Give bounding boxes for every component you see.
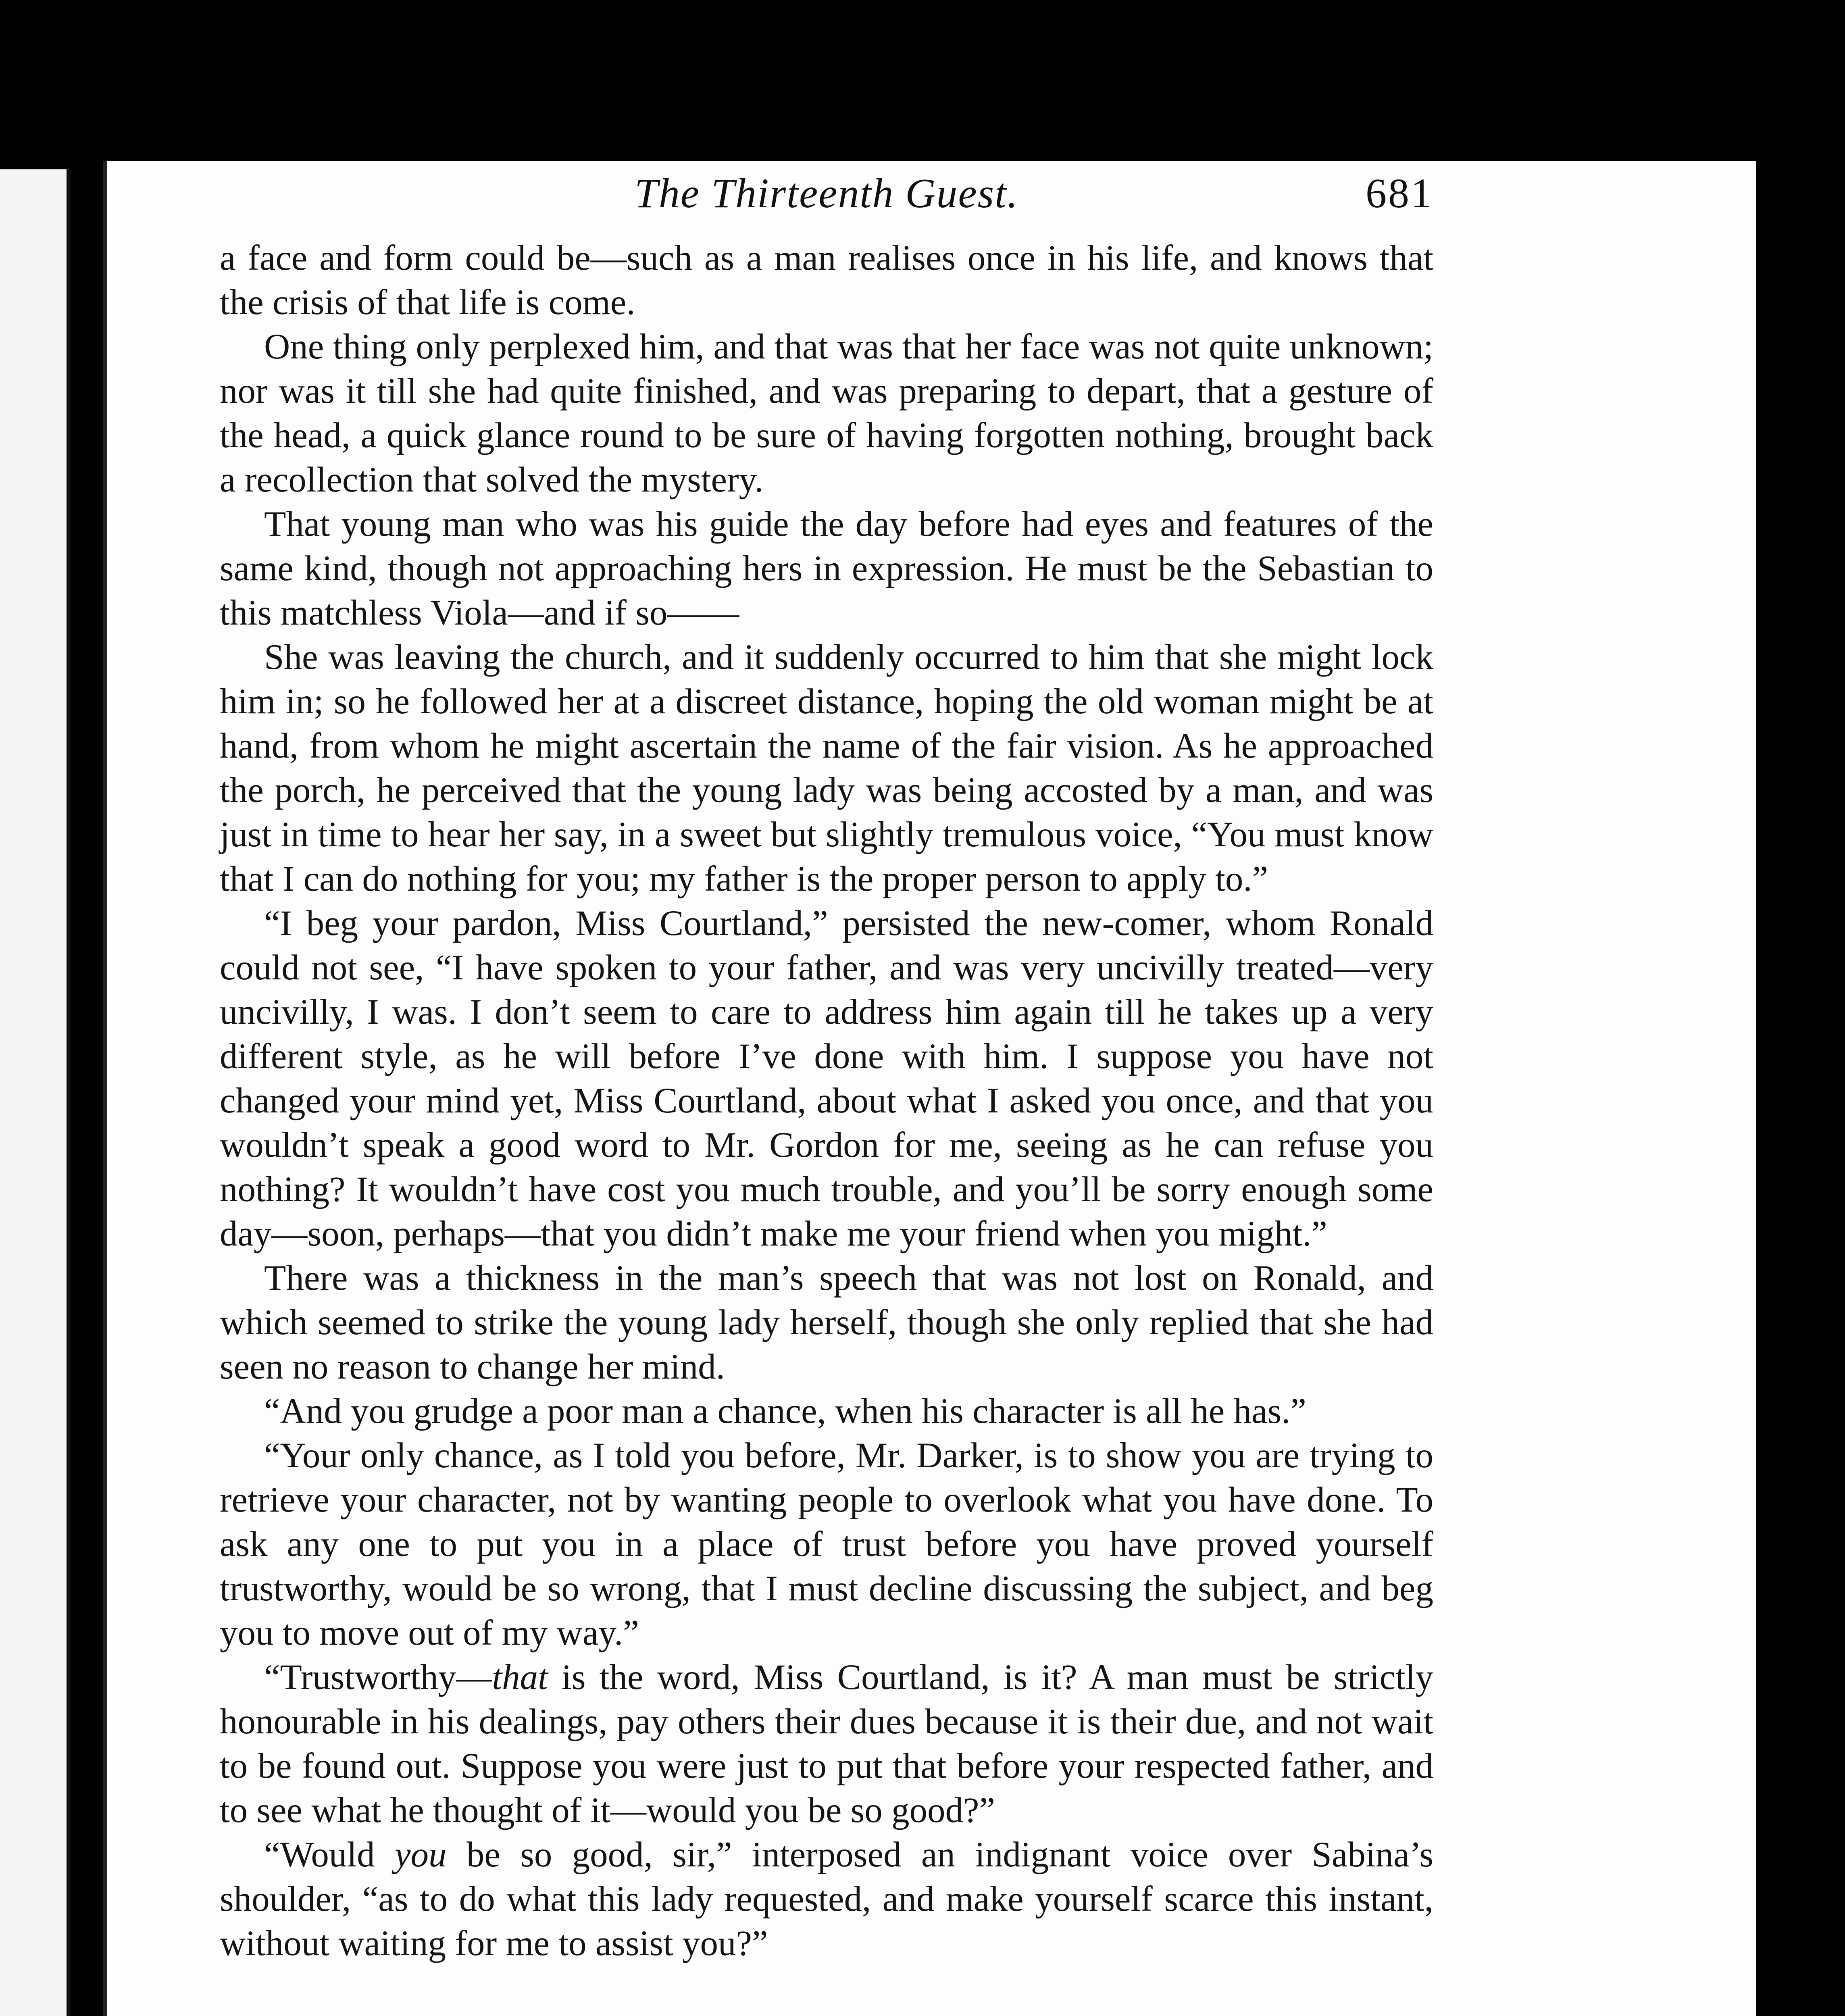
paragraph-text: is the word, Miss Courtland, is it? A man must be strictly honourable in his dealings, pay others their dues because it is their due, and not wait to be found out. Suppose you were just to put that before your respected father, and to see what he thought of it—would you be so good?” bbox=[220, 1658, 1433, 1830]
page-number: 681 bbox=[1366, 170, 1433, 217]
paragraph-would-you bbox=[220, 1833, 1433, 1966]
paragraph-text: “Trustworthy— bbox=[264, 1658, 492, 1697]
previous-page-edge bbox=[0, 169, 71, 2016]
paragraph-text: be so good, sir,” interposed an indignant voice over Sabina’s shoulder, “as to do what this lady requested, and make yourself scarce this instant, without waiting for me to assist you?” bbox=[220, 1835, 1433, 1963]
paragraph: There was a thickness in the man’s speech that was not lost on Ronald, and which seemed to strike the young lady herself, though she only replied that she had seen no reason to change her mind. bbox=[220, 1258, 1433, 1387]
paragraph: That young man who was his guide the day before had eyes and features of the same kind, though not approaching hers in expression. He must be the Sebastian to this matchless Viola—and if so—— bbox=[220, 504, 1433, 633]
text-body bbox=[220, 236, 1433, 1966]
running-head bbox=[220, 159, 1433, 228]
emphasis-text: that bbox=[492, 1658, 548, 1697]
paragraph: “I beg your pardon, Miss Courtland,” persisted the new-comer, whom Ronald could not see, “I have spoken to your father, and was very uncivilly treated—very uncivilly, I was. I don’t seem to care to address him again till he takes up a very different style, as he will before I’ve done with him. I suppose you have not changed your mind yet, Miss Courtland, about what I asked you once, and that you wouldn’t speak a good word to Mr. Gordon for me, seeing as he can refuse you nothing? It wouldn’t have cost you much trouble, and you’ll be sorry enough some day—soon, perhaps—that you didn’t make me your friend when you might.” bbox=[220, 904, 1433, 1254]
running-title: The Thirteenth Guest. bbox=[635, 170, 1018, 217]
emphasis-text: you bbox=[394, 1835, 447, 1874]
paragraph: One thing only perplexed him, and that was that her face was not quite unknown; nor was it till she had quite finished, and was preparing to depart, that a gesture of the head, a quick glance round to be sure of having forgotten nothing, brought back a recollection that solved the mystery. bbox=[220, 327, 1433, 500]
paragraph-text: “Would bbox=[264, 1835, 395, 1874]
paragraph: a face and form could be—such as a man realises once in his life, and knows that the crisis of that life is come. bbox=[220, 238, 1433, 322]
paragraph-trustworthy bbox=[220, 1655, 1433, 1833]
paragraph: “And you grudge a poor man a chance, when his character is all he has.” bbox=[264, 1391, 1306, 1431]
paragraph: She was leaving the church, and it suddenly occurred to him that she might lock him in; so he followed her at a discreet distance, hoping the old woman might be at hand, from whom he might ascertain the name of the fair vision. As he approached the porch, he perceived that the young lady was being accosted by a man, and was just in time to hear her say, in a sweet but slightly tremulous voice, “You must know that I can do nothing for you; my father is the proper person to apply to.” bbox=[220, 637, 1433, 899]
paragraph: “Your only chance, as I told you before, Mr. Darker, is to show you are trying to retrieve your character, not by wanting people to overlook what you have done. To ask any one to put you in a place of trust before you have proved yourself trustworthy, would be so wrong, that I must decline discussing the subject, and beg you to move out of my way.” bbox=[220, 1436, 1433, 1653]
